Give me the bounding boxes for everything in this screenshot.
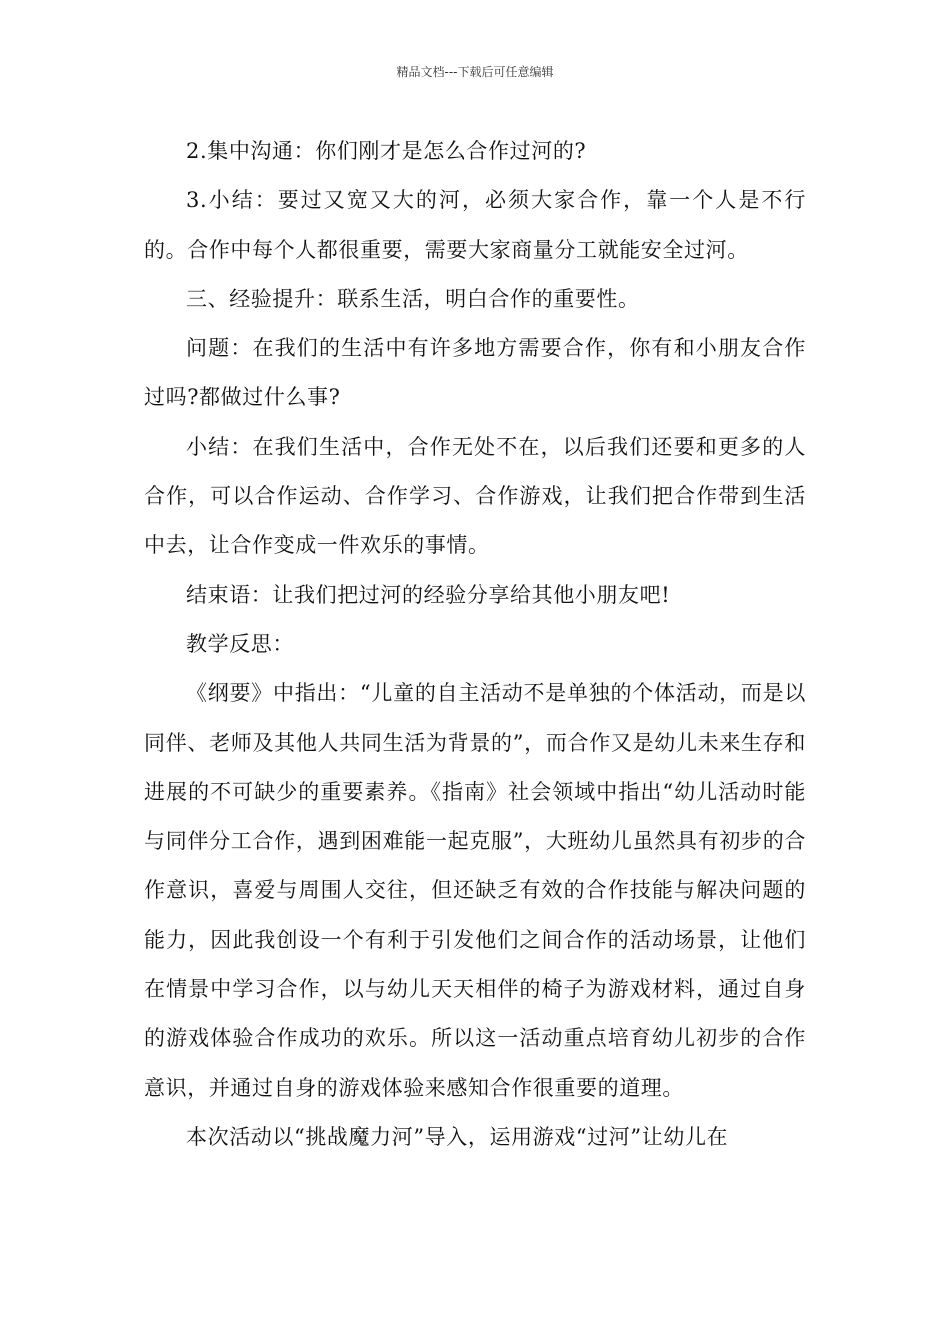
page-header: 精品文档---下载后可任意编辑 <box>396 65 554 79</box>
paragraph-summary: 3.小结：要过又宽又大的河，必须大家合作，靠一个人是不行的。合作中每个人都很重要，需要大家商量分工就能安全过河。 <box>144 188 806 262</box>
paragraph-question: 问题：在我们的生活中有许多地方需要合作，你有和小朋友合作过吗?都做过什么事? <box>144 336 806 410</box>
paragraph-discussion: 2.集中沟通：你们刚才是怎么合作过河的? <box>186 139 587 163</box>
paragraph-section-heading: 三、经验提升：联系生活，明白合作的重要性。 <box>186 286 640 311</box>
paragraph-activity-intro: 本次活动以“挑战魔力河”导入，运用游戏“过河”让幼儿在 <box>186 1124 729 1149</box>
document-body <box>144 127 806 1162</box>
paragraph-reflection-heading: 教学反思： <box>186 631 294 656</box>
paragraph-reflection-body: 《纲要》中指出：“儿童的自主活动不是单独的个体活动，而是以同伴、老师及其他人共同生活为背景的”，而合作又是幼儿未来生存和进展的不可缺少的重要素养。《指南》社会领域中指出“幼儿活动时能与同伴分工合作，遇到困难能一起克服”，大班幼儿虽然具有初步的合作意识，喜爱与周围人交往，但还缺乏有效的合作技能与解决问题的能力，因此我创设一个有利于引发他们之间合作的活动场景，让他们在情景中学习合作，以与幼儿天天相伴的椅子为游戏材料，通过自身的游戏体验合作成功的欢乐。所以这一活动重点培育幼儿初步的合作意识，并通过自身的游戏体验来感知合作很重要的道理。 <box>144 681 806 1100</box>
paragraph-closing: 结束语：让我们把过河的经验分享给其他小朋友吧! <box>186 582 671 607</box>
paragraph-life-summary: 小结：在我们生活中，合作无处不在，以后我们还要和更多的人合作，可以合作运动、合作学习、合作游戏，让我们把合作带到生活中去，让合作变成一件欢乐的事情。 <box>144 434 806 558</box>
